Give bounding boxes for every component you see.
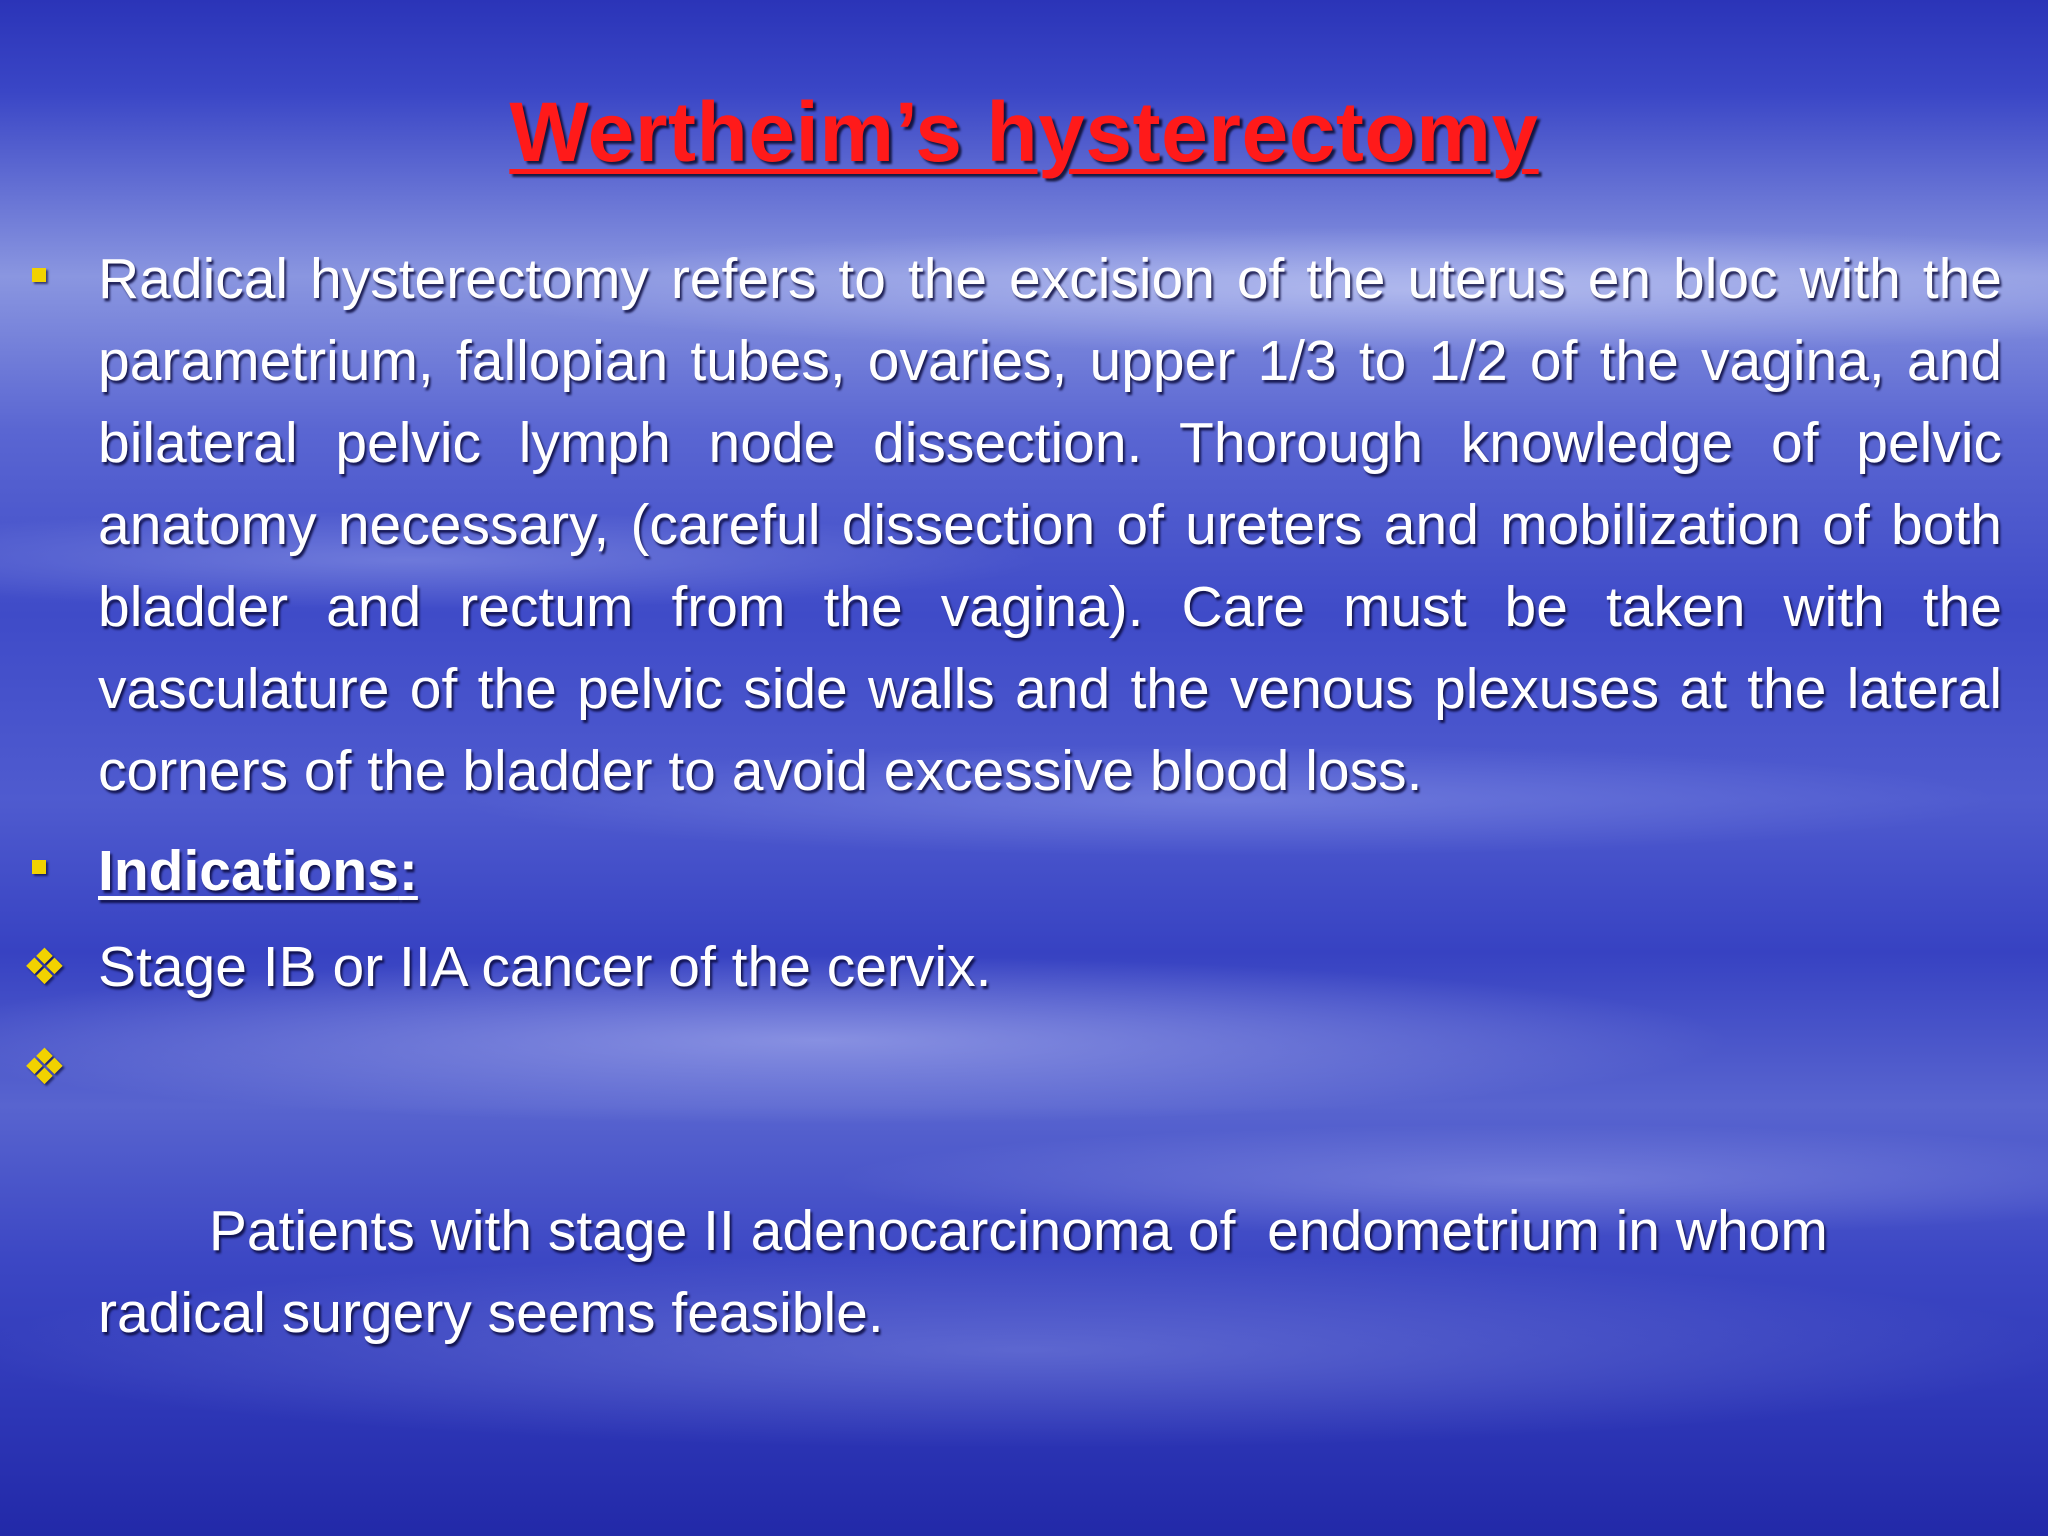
square-bullet-icon: [32, 860, 46, 874]
indication-item: [0, 1026, 2048, 1436]
square-bullet-icon: [32, 268, 46, 282]
diamond-bullet-icon: ❖: [22, 939, 67, 995]
slide-content: [0, 238, 2048, 1436]
indications-bullet: [0, 830, 2048, 912]
indication-text: Stage IB or IIA cancer of the cervix.: [98, 935, 992, 999]
diamond-bullet-icon: ❖: [22, 1039, 67, 1095]
indications-heading: Indications:: [98, 839, 418, 903]
indication-text: Patients with stage II adenocarcinoma of endometrium in whom radical surgery seems feasible.: [98, 1199, 1844, 1345]
description-text: Radical hysterectomy refers to the excision of the uterus en bloc with the parametrium, fallopian tubes, ovaries, upper 1/3 to 1/2 of the vagina, and bilateral pelvic lymph node dissection. Thorough knowledge of pelvic anatomy necessary, (careful dissection of ureters and mobilization of both bladder and rectum from the vagina). Care must be taken with the vasculature of the pelvic side walls and the venous plexuses at the lateral corners of the bladder to avoid excessive blood loss.: [98, 247, 2002, 803]
indication-item: [0, 926, 2048, 1008]
slide-title: Wertheim’s hysterectomy: [509, 85, 1539, 179]
description-bullet: [0, 238, 2048, 812]
